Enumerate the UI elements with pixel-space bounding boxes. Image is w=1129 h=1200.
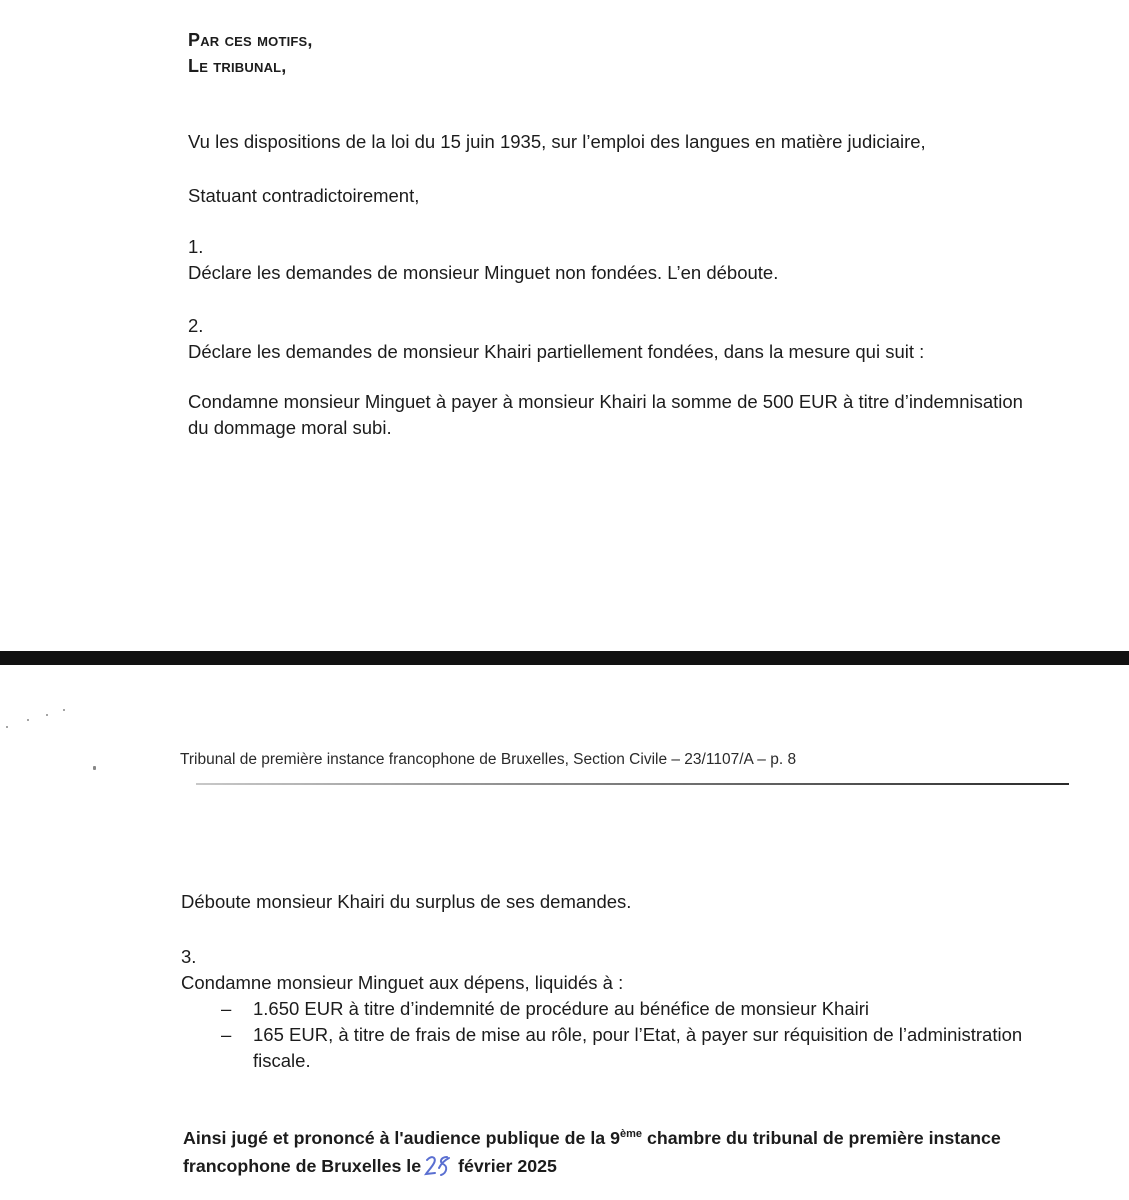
paragraph-section-1: Déclare les demandes de monsieur Minguet non fondées. L’en déboute.: [188, 262, 779, 283]
paragraph-section-2: Déclare les demandes de monsieur Khairi partiellement fondées, dans la mesure qui suit :: [188, 341, 925, 362]
section-number-1: 1.: [188, 236, 204, 257]
list-dash: –: [221, 998, 232, 1019]
scan-speck: [27, 719, 29, 721]
list-item-indemnite: 1.650 EUR à titre d’indemnité de procédure au bénéfice de monsieur Khairi: [253, 998, 870, 1019]
scan-speck: [93, 766, 96, 770]
ordinal-superscript: ème: [620, 1128, 643, 1141]
scan-speck: [6, 726, 8, 728]
handwritten-day-mark: [423, 1154, 451, 1178]
final-text-a: Ainsi jugé et prononcé à l'audience publique de la 9: [183, 1128, 620, 1148]
paragraph-statuant: Statuant contradictoirement,: [188, 185, 420, 206]
final-text-c: francophone de Bruxelles le: [183, 1156, 422, 1176]
list-item-frais-line-2: fiscale.: [253, 1050, 311, 1071]
paragraph-section-3: Condamne monsieur Minguet aux dépens, liquidés à :: [181, 972, 624, 993]
final-text-b: chambre du tribunal de première instance: [642, 1128, 1001, 1148]
final-statement-line-2: [183, 1154, 557, 1178]
final-statement-line-1: [183, 1128, 1001, 1149]
section-number-3: 3.: [181, 946, 197, 967]
final-text-d: février 2025: [453, 1156, 557, 1176]
heading-le-tribunal: Le tribunal,: [188, 56, 287, 76]
list-dash: –: [221, 1024, 232, 1045]
list-item-frais-line-1: 165 EUR, à titre de frais de mise au rôle, pour l’Etat, à payer sur réquisition de l’administration: [253, 1024, 1023, 1045]
page-header: Tribunal de première instance francophone de Bruxelles, Section Civile – 23/1107/A – p. 8: [180, 751, 797, 768]
paragraph-deboute: Déboute monsieur Khairi du surplus de ses demandes.: [181, 891, 632, 912]
scan-speck: [46, 714, 48, 716]
scan-speck: [63, 709, 65, 711]
heading-par-ces-motifs: Par ces motifs,: [188, 30, 313, 50]
paragraph-condamne-line-1: Condamne monsieur Minguet à payer à monsieur Khairi la somme de 500 EUR à titre d’indemnisation: [188, 391, 1023, 412]
paragraph-vu-les-dispositions: Vu les dispositions de la loi du 15 juin 1935, sur l’emploi des langues en matière judiciaire,: [188, 131, 926, 152]
paragraph-condamne-line-2: du dommage moral subi.: [188, 417, 392, 438]
page-separator: [0, 651, 1129, 665]
header-rule: [196, 783, 1069, 785]
section-number-2: 2.: [188, 315, 204, 336]
